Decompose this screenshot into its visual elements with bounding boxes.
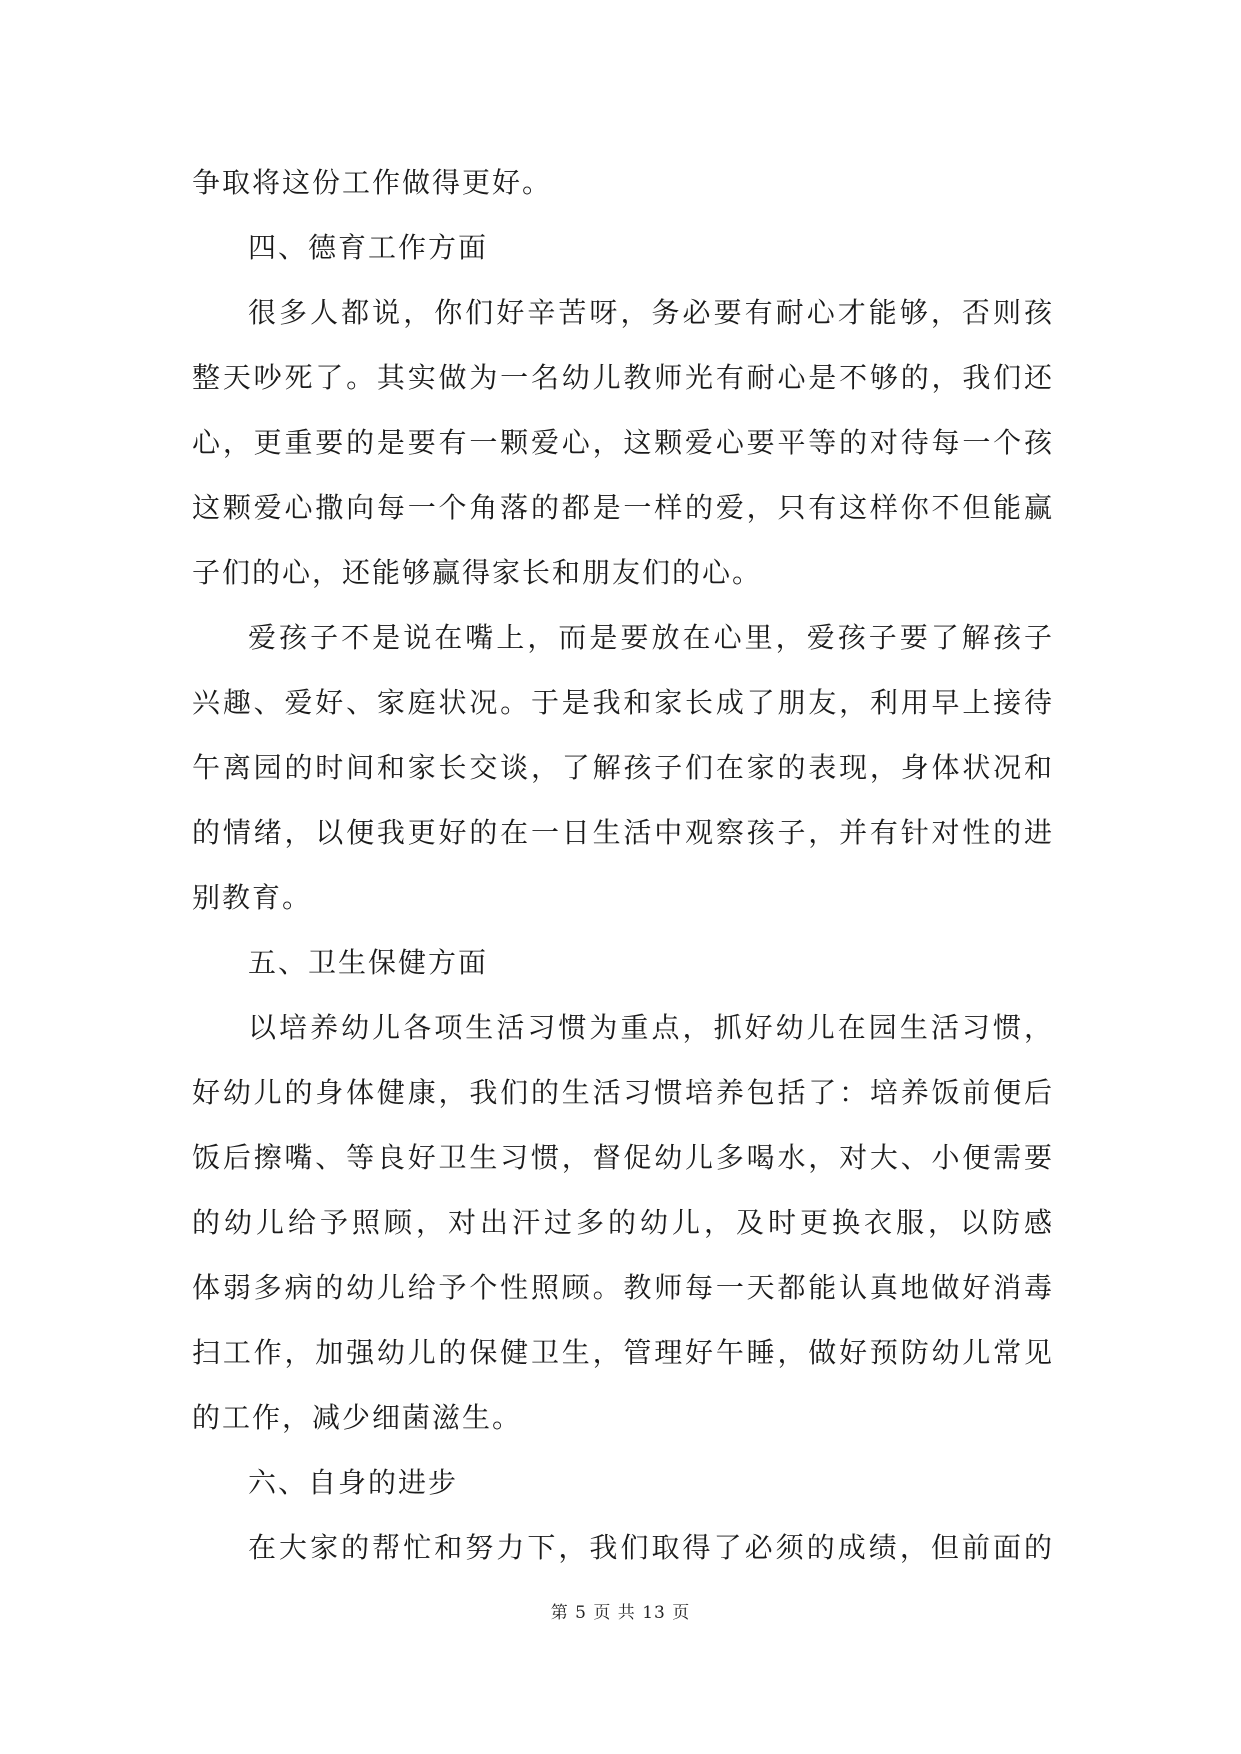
text-line: 爱孩子不是说在嘴上，而是要放在心里，爱孩子要了解孩子 [248, 621, 1054, 654]
text-line: 兴趣、爱好、家庭状况。于是我和家长成了朋友，利用早上接待 [192, 686, 1054, 719]
text-line: 体弱多病的幼儿给予个性照顾。教师每一天都能认真地做好消毒 [192, 1271, 1054, 1304]
text-line: 很多人都说，你们好辛苦呀，务必要有耐心才能够，否则孩 [248, 296, 1054, 329]
text-line: 午离园的时间和家长交谈，了解孩子们在家的表现，身体状况和 [192, 751, 1054, 784]
text-line: 子们的心，还能够赢得家长和朋友们的心。 [192, 556, 763, 589]
text-line: 四、德育工作方面 [248, 231, 489, 264]
text-line: 争取将这份工作做得更好。 [192, 166, 553, 199]
text-line: 的幼儿给予照顾，对出汗过多的幼儿，及时更换衣服，以防感 [192, 1206, 1054, 1239]
page-footer: 第 5 页 共 13 页 [550, 1603, 691, 1623]
text-line: 的情绪，以便我更好的在一日生活中观察孩子，并有针对性的进 [192, 816, 1054, 849]
text-line: 的工作，减少细菌滋生。 [192, 1401, 523, 1434]
text-line: 别教育。 [192, 881, 313, 914]
text-line: 六、自身的进步 [248, 1466, 459, 1499]
text-line: 五、卫生保健方面 [248, 946, 489, 979]
text-line: 饭后擦嘴、等良好卫生习惯，督促幼儿多喝水，对大、小便需要 [192, 1141, 1054, 1174]
text-line: 整天吵死了。其实做为一名幼儿教师光有耐心是不够的，我们还 [192, 361, 1054, 394]
text-line: 以培养幼儿各项生活习惯为重点，抓好幼儿在园生活习惯， [248, 1011, 1054, 1044]
text-line: 扫工作，加强幼儿的保健卫生，管理好午睡，做好预防幼儿常见 [192, 1336, 1054, 1369]
text-line: 好幼儿的身体健康，我们的生活习惯培养包括了：培养饭前便后 [192, 1076, 1054, 1109]
text-line: 这颗爱心撒向每一个角落的都是一样的爱，只有这样你不但能赢 [192, 491, 1054, 524]
text-line: 心，更重要的是要有一颗爱心，这颗爱心要平等的对待每一个孩 [192, 426, 1054, 459]
text-line: 在大家的帮忙和努力下，我们取得了必须的成绩，但前面的 [248, 1531, 1054, 1564]
document-body [192, 150, 1054, 1580]
